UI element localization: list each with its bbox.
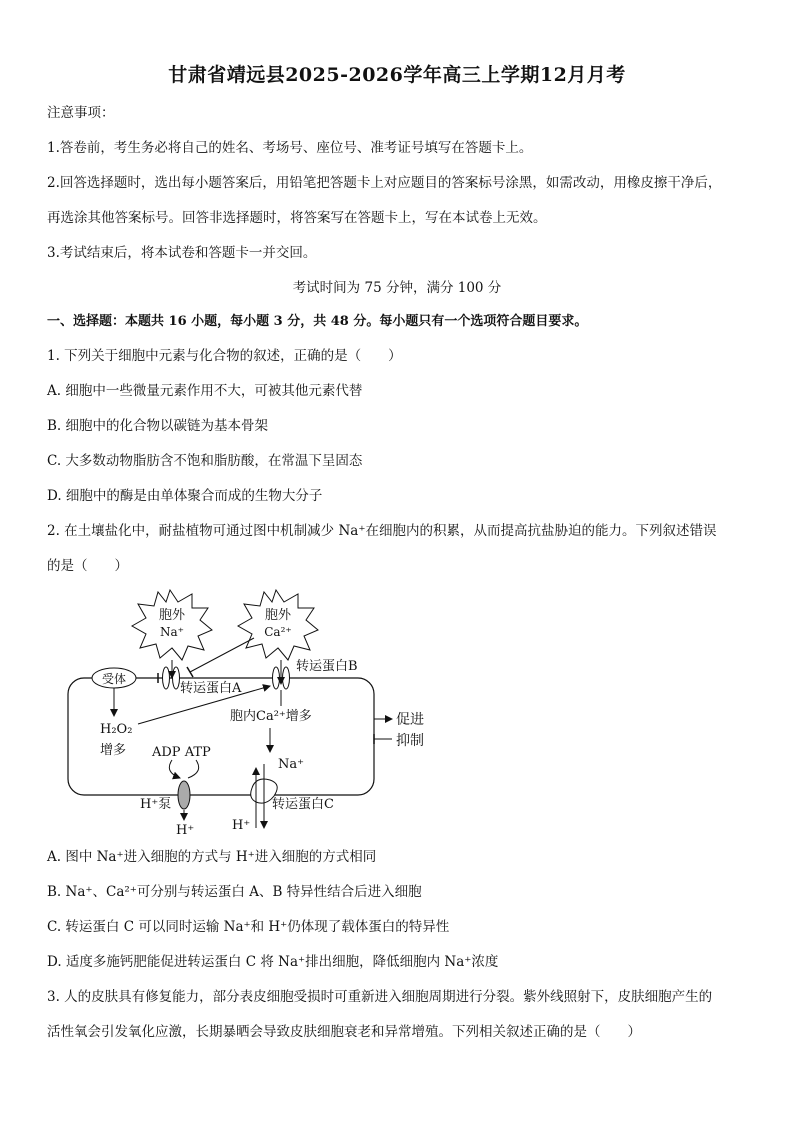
q2-stem-line1: 2. 在土壤盐化中，耐盐植物可通过图中机制减少 Na⁺在细胞内的积累，从而提高抗盐胁迫的能力。下列叙述错误 [47,523,717,539]
h-pump-label: H⁺泵 [140,797,172,812]
transporter-b-label: 转运蛋白B [296,659,358,674]
legend-inhibit: 抑制 [396,733,424,749]
q1-option-d: D. 细胞中的酶是由单体聚合而成的生物大分子 [47,488,323,504]
q1-option-b: B. 细胞中的化合物以碳链为基本骨架 [47,418,269,434]
receptor-label: 受体 [101,672,127,686]
extra-na-label-2: Na⁺ [160,625,184,639]
q1-option-c: C. 大多数动物脂肪含不饱和脂肪酸，在常温下呈固态 [47,453,363,469]
extra-ca-label-2: Ca²⁺ [264,625,292,639]
q1-option-a: A. 细胞中一些微量元素作用不大，可被其他元素代替 [47,383,363,399]
section-heading: 一、选择题：本题共 16 小题，每小题 3 分，共 48 分。每小题只有一个选项符合题目要求。 [47,314,588,329]
legend-promote: 促进 [396,712,424,728]
transporter-b-left [273,667,280,689]
transporter-a-left [163,667,170,689]
extra-ca-label-1: 胞外 [264,608,292,623]
notice-item-2-cont: 再选涂其他答案标号。回答非选择题时，将答案写在答题卡上，写在本试卷上无效。 [47,210,547,226]
q2-option-d: D. 适度多施钙肥能促进转运蛋白 C 将 Na⁺排出细胞，降低细胞内 Na⁺浓度 [47,954,499,970]
h-out-label: H⁺ [176,823,195,838]
q2-option-b: B. Na⁺、Ca²⁺可分别与转运蛋白 A、B 特异性结合后进入细胞 [47,884,422,900]
transporter-b-right [283,667,290,689]
q2-stem-line2: 的是（ ） [47,558,128,574]
transporter-a-right [173,667,180,689]
intra-ca-label: 胞内Ca²⁺增多 [230,709,312,724]
exam-info: 考试时间为 75 分钟，满分 100 分 [292,280,502,296]
h-pump [178,781,190,809]
h2o2-increase-label: 增多 [100,743,127,758]
q3-stem-line1: 3. 人的皮肤具有修复能力，部分表皮细胞受损时可重新进入细胞周期进行分裂。紫外线照射下，皮肤细胞产生的 [47,989,713,1005]
na-out-label: Na⁺ [278,757,304,772]
transporter-a-label: 转运蛋白A [180,681,242,696]
extra-na-label-1: 胞外 [158,608,186,623]
h2o2-label: H₂O₂ [100,722,133,737]
transporter-c-label: 转运蛋白C [272,797,334,812]
q1-stem: 1. 下列关于细胞中元素与化合物的叙述，正确的是（ ） [47,348,402,364]
notice-item-1: 1.答卷前，考生务必将自己的姓名、考场号、座位号、准考证号填写在答题卡上。 [47,140,533,156]
transport-diagram [60,588,460,838]
h-in-label: H⁺ [232,818,251,833]
q2-option-a: A. 图中 Na⁺进入细胞的方式与 H⁺进入细胞的方式相同 [47,849,377,865]
adp-atp-label: ADP ATP [152,745,211,760]
notice-item-3: 3.考试结束后，将本试卷和答题卡一并交回。 [47,245,317,261]
q3-stem-line2: 活性氧会引发氧化应激，长期暴晒会导致皮肤细胞衰老和异常增殖。下列相关叙述正确的是（ ） [47,1024,641,1040]
page-title: 甘肃省靖远县2025-2026学年高三上学期12月月考 [168,64,626,86]
notice-item-2: 2.回答选择题时，选出每小题答案后，用铅笔把答题卡上对应题目的答案标号涂黑，如需改动，用橡皮擦干净后， [47,175,722,191]
notice-heading: 注意事项： [47,105,115,121]
q2-option-c: C. 转运蛋白 C 可以同时运输 Na⁺和 H⁺仍体现了载体蛋白的特异性 [47,919,450,935]
